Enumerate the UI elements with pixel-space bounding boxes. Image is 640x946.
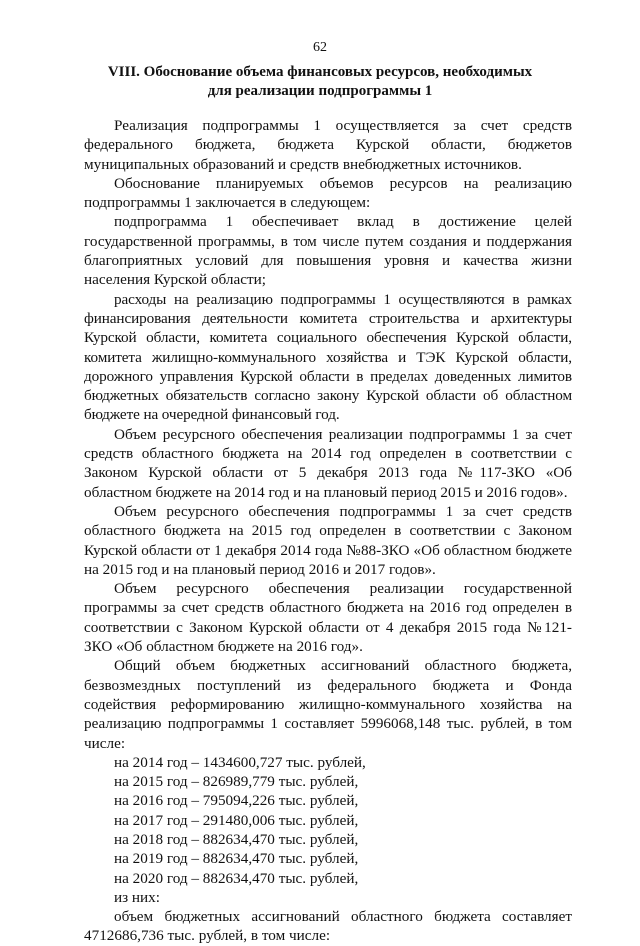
paragraph-resources-2016: Объем ресурсного обеспечения реализации государственной программы за счет средств областного бюджета на 2016 год определен в соответствии с Законом Курской области от 4 декабря 2015 года №121-ЗКО «Об областном бюджете на 2016 год». [84,580,572,656]
paragraph-expenditure-framework: расходы на реализацию подпрограммы 1 осуществляются в рамках финансирования деятельности комитета строительства и архитектуры Курской области, комитета социального обеспечения Курской области, комитета жилищно-коммунального хозяйства и ТЭК Курской области, дорожного управления Курской области в пределах доведенных лимитов бюджетных обязательств согласно закону Курской области об областном бюджете на очередной финансовый год. [84,290,572,424]
paragraph-funding-sources: Реализация подпрограммы 1 осуществляется за счет средств федерального бюджета, бюджета Курской области, бюджетов муниципальных образований и средств внебюджетных источников. [84,117,572,173]
section-heading-line-2: для реализации подпрограммы 1 [207,83,433,99]
section-heading-line-1: VIII. Обоснование объема финансовых ресурсов, необходимых [107,64,533,80]
list-item-year-2016: на 2016 год – 795094,226 тыс. рублей, [114,792,359,810]
paragraph-total-volume: Общий объем бюджетных ассигнований областного бюджета, безвозмездных поступлений из федерального бюджета и Фонда содействия реформированию жилищно-коммунального хозяйства на реализацию подпрограммы 1 составляет 5996068,148 тыс. рублей, в том числе: [84,657,572,752]
list-item-year-2019: на 2019 год – 882634,470 тыс. рублей, [114,850,359,868]
paragraph-regional-budget-volume: объем бюджетных ассигнований областного бюджета составляет 4712686,736 тыс. рублей, в том числе: [84,908,572,945]
list-item-year-2017: на 2017 год – 291480,006 тыс. рублей, [114,811,359,829]
section-heading [60,63,580,101]
page-number: 62 [313,40,327,55]
paragraph-subprogram-contribution: подпрограмма 1 обеспечивает вклад в достижение целей государственной программы, в том числе путем создания и поддержания благоприятных условий для повышения уровня и качества жизни населения Курской области; [84,213,572,289]
yearly-allocation-list [84,753,572,888]
paragraph-resources-2014: Объем ресурсного обеспечения реализации подпрограммы 1 за счет средств областного бюджета на 2014 год определен в соответствии с Законом Курской области от 5 декабря 2013 года №117-ЗКО «Об областном бюджете на 2014 год и на плановый период 2015 и 2016 годов». [84,425,572,501]
list-item-year-2020: на 2020 год – 882634,470 тыс. рублей, [114,869,359,887]
document-body [84,116,572,946]
list-item-year-2014: на 2014 год – 1434600,727 тыс. рублей, [114,753,366,771]
of-them-label: из них: [114,888,160,906]
paragraph-resources-2015: Объем ресурсного обеспечения подпрограммы 1 за счет средств областного бюджета на 2015 год определен в соответствии с Законом Курской области от 1 декабря 2014 года №88-ЗКО «Об областном бюджете на 2015 год и на плановый период 2016 и 2017 годов». [84,502,572,578]
list-item-year-2015: на 2015 год – 826989,779 тыс. рублей, [114,773,359,791]
paragraph-justification-intro: Обоснование планируемых объемов ресурсов на реализацию подпрограммы 1 заключается в следующем: [84,174,572,212]
list-item-year-2018: на 2018 год – 882634,470 тыс. рублей, [114,830,359,848]
